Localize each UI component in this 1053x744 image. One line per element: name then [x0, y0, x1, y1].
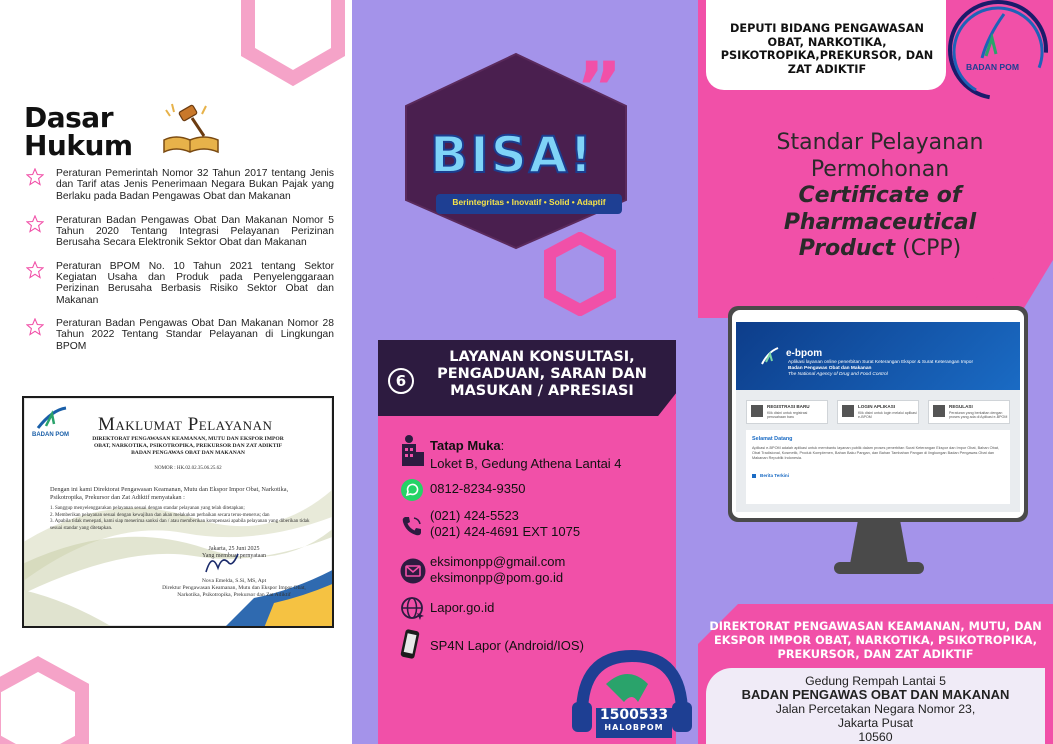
ebpom-brand: e-bpom	[786, 348, 823, 359]
badan-pom-logo-text: BADAN POM	[966, 62, 1019, 72]
phone-number-2[interactable]: (021) 424-4691 EXT 1075	[430, 524, 581, 539]
ebpom-logo-icon	[760, 346, 780, 368]
hexagon-decoration-bottom	[0, 654, 96, 744]
document-title: Standar Pelayanan Permohonan Certificate of Pharmaceutical Product (CPP)	[776, 130, 984, 261]
certificate-intro: Dengan ini kami Direktorat Pengawasan Keamanan, Mutu dan Ekspor Impor Obat, Narkotika, Psikotropika, Prekursor dan Zat Adiktif menyatakan :	[50, 486, 289, 501]
cover-panel	[698, 0, 1053, 744]
news-icon	[752, 474, 756, 478]
face-to-face-location: Loket B, Gedung Athena Lantai 4	[430, 456, 622, 471]
news-link[interactable]: Berita Terkini	[760, 473, 790, 478]
login-icon	[842, 405, 854, 417]
certificate-points	[50, 506, 312, 532]
halo-number[interactable]: 1500533	[599, 707, 669, 723]
welcome-card: Selamat Datang Aplikasi e-BPOM adalah aplikasi untuk membantu layanan publik dalam proses penerbitan Surat Keterangan Ekspor dan Impor Obat, Bahan Obat, Obat Tradisional, Kosmetik, Produk Komplemen, Bahan Baku Pangan, dan Bahan Tambahan Pangan di lingkungan Badan Pengawas Obat dan Makanan Republik Indonesia. Berita Terkini	[746, 430, 1010, 504]
certificate-point: 2. Memberikan pelayanan sesuai dengan kewajiban dan akan melakukan perbaikan secara terus-menerus; dan	[50, 512, 270, 518]
register-button[interactable]: REGISTRASI BARU Klik disini untuk registrasi perusahaan baru	[746, 400, 828, 424]
law-item: Peraturan Pemerintah Nomor 32 Tahun 2017 tentang Jenis dan Tarif atas Jenis Penerimaan Negara Bukan Pajak yang Berlaku pada Badan Pengawas Obat dan Makanan	[26, 168, 334, 202]
login-button[interactable]: LOGIN APLIKASI Klik disini untuk login melalui aplikasi e-BPOM	[837, 400, 919, 424]
bisa-word: BISA!	[430, 126, 595, 184]
hexagon-decoration-small	[542, 232, 618, 316]
certificate-title: Maklumat Pelayanan	[98, 414, 273, 435]
certificate-org: DIREKTORAT PENGAWASAN KEAMANAN, MUTU DAN EKSPOR IMPOR OBAT, NARKOTIKA, PSIKOTROPIKA, PREKURSOR DAN ZAT ADIKTIF BADAN PENGAWAS OBAT DAN MAKANAN	[92, 436, 284, 456]
web-address[interactable]: Lapor.go.id	[430, 600, 495, 615]
star-icon	[26, 168, 44, 186]
legal-basis-heading: Dasar Hukum	[24, 101, 133, 162]
section-number: 6	[388, 368, 414, 394]
email-address-1[interactable]: eksimonpp@gmail.com	[430, 554, 566, 569]
halo-label: HALOBPOM	[604, 723, 664, 732]
smartphone-icon	[400, 628, 422, 662]
whatsapp-icon	[400, 478, 424, 502]
globe-icon	[400, 596, 426, 622]
bisa-tagline: Berintegritas • Inovatif • Solid • Adaptif	[452, 197, 606, 207]
law-item: Peraturan Badan Pengawas Obat Dan Makanan Nomor 28 Tahun 2022 Tentang Standar Pelayanan di Lingkungan BPOM	[26, 318, 334, 352]
star-icon	[26, 215, 44, 233]
certificate-point: 3. Apabila tidak menepati, kami siap menerima sanksi dan / atau memberikan kompensasi apabila pelayanan yang diberikan tidak sesuai standar yang ditetapkan.	[50, 519, 310, 531]
signature-icon	[202, 548, 242, 578]
hexagon-decoration	[238, 0, 348, 90]
phone-number-1[interactable]: (021) 424-5523	[430, 508, 519, 523]
star-icon	[26, 261, 44, 279]
certificate-number: NOMOR : HK.02.02.35.06.25.62	[154, 466, 222, 471]
law-item: Peraturan BPOM No. 10 Tahun 2021 tentang Sektor Kegiatan Usaha dan Produk pada Penyelenggaraan Perizinan Berusaha Berbasis Risiko Sektor Obat dan Makanan	[26, 261, 334, 306]
certificate-place-date: Jakarta, 25 Juni 2025 Yang membuat pernyataan	[201, 546, 267, 559]
law-item: Peraturan Badan Pengawas Obat Dan Makanan Nomor 5 Tahun 2020 Tentang Integrasi Pelayanan Perizinan Berusaha Secara Elektronik Sektor Obat dan Makanan	[26, 215, 334, 249]
law-list	[26, 168, 334, 364]
gavel-book-icon	[160, 100, 222, 158]
certificate-signer: Nova Emelda, S.Si, MS, Apt Direktur Pengawasan Keamanan, Mutu dan Ekspor Impor Obat, Narkotika, Psikotropika, Prekursor dan Zat Adiktif	[162, 578, 306, 598]
app-name[interactable]: SP4N Lapor (Android/IOS)	[430, 638, 584, 653]
phone-icon	[400, 514, 424, 538]
address-text: Gedung Rempah Lantai 5 BADAN PENGAWAS OBAT DAN MAKANAN Jalan Percetakan Negara Nomor 23, Jakarta Pusat 10560	[741, 674, 1010, 744]
legal-basis-panel	[0, 0, 352, 744]
deputi-text: DEPUTI BIDANG PENGAWASAN OBAT, NARKOTIKA, PSIKOTROPIKA,PREKURSOR, DAN ZAT ADIKTIF	[720, 22, 934, 76]
register-icon	[751, 405, 763, 417]
star-icon	[26, 318, 44, 336]
email-icon	[400, 558, 426, 584]
regulation-icon	[933, 405, 945, 417]
service-declaration-certificate	[22, 396, 334, 628]
email-address-2[interactable]: eksimonpp@pom.go.id	[430, 570, 564, 585]
certificate-logo-text: BADAN POM	[32, 432, 69, 438]
certificate-point: 1. Sanggup menyelenggarakan pelayanan sesuai dengan standar pelayanan yang telah ditetapkan;	[50, 506, 245, 511]
service-contact-title: LAYANAN KONSULTASI, PENGADUAN, SARAN DAN MASUKAN / APRESIASI	[437, 349, 647, 399]
regulation-button[interactable]: REGULASI Peraturan yang berkaitan dengan proses yang ada di Aplikasi e-BPOM	[928, 400, 1010, 424]
badan-pom-logo	[946, 0, 1053, 120]
badan-pom-logo-icon	[32, 406, 72, 434]
svg-text:”: ”	[576, 50, 623, 129]
monitor-screen: e-bpom Aplikasi layanan online penerbitan Surat Keterangan Ekspor & Surat Keterangan Impor Badan Pengawas Obat dan Makanan The National Agency of Drug and Food Control REGISTRASI BARU Klik disini untuk registrasi perusahaan baru LOGIN APLIKASI Klik disini untuk login melalui aplikasi e-BPOM REGULASI Peraturan yang berkaitan dengan proses yang ada di Aplikasi e-BPOM Selamat Datang Aplikasi e-BPOM adalah aplikasi untuk membantu layanan publik dalam proses penerbitan Surat Keterangan Ekspor dan Impor Obat, Bahan Obat, Obat Tradisional, Kosmetik, Produk Komplemen, Bahan Baku Pangan, dan Bahan Tambahan Pangan di lingkungan Badan Pengawas Obat dan Makanan Republik Indonesia. Berita Terkini	[736, 322, 1020, 512]
contact-panel: ” BISA! Berintegritas • Inovatif • Solid • Adaptif 6 LAYANAN KONSULTASI, PENGADUAN, SARAN DAN MASUKAN / APRESIASI Tatap Muka: Loket B, Gedung Athena Lantai 4 0812-8234-9350 (021) 424-5523 (021) 424-4691 EXT 1075 eksimonpp@gmail.com eksimonpp@pom.go.id Lapor.go.id SP4N Lapor (Android/IOS) 1500533 HALOBPOM	[352, 0, 698, 744]
building-person-icon	[400, 434, 426, 468]
directorate-text: DIREKTORAT PENGAWASAN KEAMANAN, MUTU, DAN EKSPOR IMPOR OBAT, NARKOTIKA, PSIKOTROPIKA, PREKURSOR, DAN ZAT ADIKTIF	[709, 620, 1042, 661]
monitor-stand	[804, 520, 954, 578]
whatsapp-number[interactable]: 0812-8234-9350	[430, 481, 526, 496]
